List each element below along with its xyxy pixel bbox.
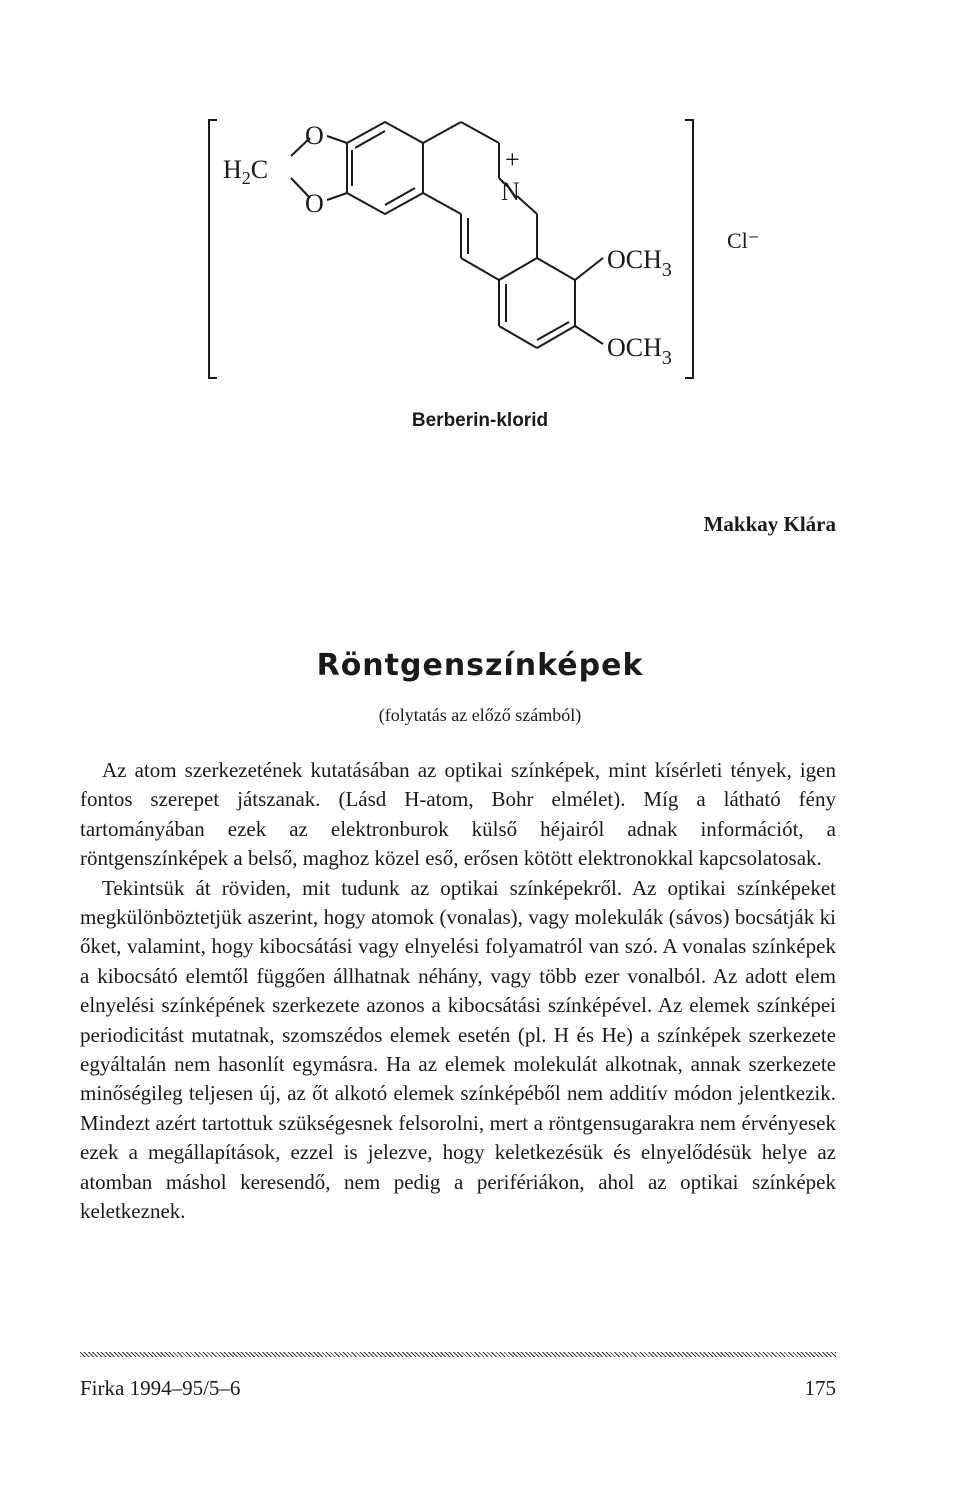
oxygen-top-label: O <box>305 121 324 150</box>
oxygen-bottom-label: O <box>305 189 324 218</box>
berberine-structure-drawing <box>205 108 805 398</box>
paragraph-1: Az atom szerkezetének kutatásában az optikai színképek, mint kísérleti tények, igen fontos szerepet játszanak. (Lásd H-atom, Bohr elmélet). Míg a látható fény tartományában ezek az elektronburok külső héjairól adnak információt, a röntgenszínképek a belső, maghoz közel eső, erősen kötött elektronokkal kapcsolatosak. <box>80 758 836 871</box>
ring-bonds <box>291 122 603 348</box>
author-name: Makkay Klára <box>703 512 836 536</box>
methoxy-bottom-label: $OCH_3$ <box>607 333 672 369</box>
journal-issue: Firka 1994–95/5–6 <box>80 1376 241 1400</box>
positive-charge: + <box>505 145 520 174</box>
methoxy-top-label: $OCH_3$ <box>607 245 672 281</box>
atom-labels <box>223 121 759 369</box>
chloride-counter-ion: Cl⁻ <box>727 228 760 253</box>
article-subtitle: (folytatás az előző számból) <box>378 705 582 725</box>
page-number: 175 <box>804 1376 836 1400</box>
paragraph-2: Tekintsük át röviden, mit tudunk az optikai színképekről. Az optikai színképeket megkülönböztetjük aszerint, hogy atomok (vonalas), vagy molekulák (sávos) bocsátják ki őket, valamint, hogy kibocsátási vagy elnyelési folyamatról van szó. A vonalas színképek a kibocsátó elemtől függően állhatnak néhány, vagy több ezer vonalból. Az adott elem elnyelési színképének szerkezete azonos a kibocsátási színképével. Az elemek színképei periodicitást mutatnak, szomszédos elemek esetén (pl. H és He) a színképek szerkezete egyáltalán nem hasonlít egymásra. Ha az elemek molekulát alkotnak, annak szerkezete minőségileg teljesen új, az őt alkotó elemek színképéből nem additív módon jelentkezik. Mindezt azért tartottuk szükségesnek felsorolni, mert a röntgensugarakra nem érvényesek ezek a megállapítások, ezzel is jelezve, hogy keletkezésük és elnyelődésük helye az atomban máshol keresendő, nem pedig a perifériákon, ahol az optikai színképek keletkeznek. <box>80 875 836 1224</box>
compound-label: Berberin-klorid <box>411 410 549 431</box>
chemical-structure <box>205 108 805 398</box>
left-bracket <box>209 120 217 378</box>
h2c-label: $H_2C$ <box>223 155 269 188</box>
article-title: Röntgenszínképek <box>316 648 644 683</box>
footer-divider <box>80 1352 836 1357</box>
right-bracket <box>685 120 693 378</box>
article-body <box>80 756 836 1227</box>
nitrogen-label: N <box>501 177 520 206</box>
